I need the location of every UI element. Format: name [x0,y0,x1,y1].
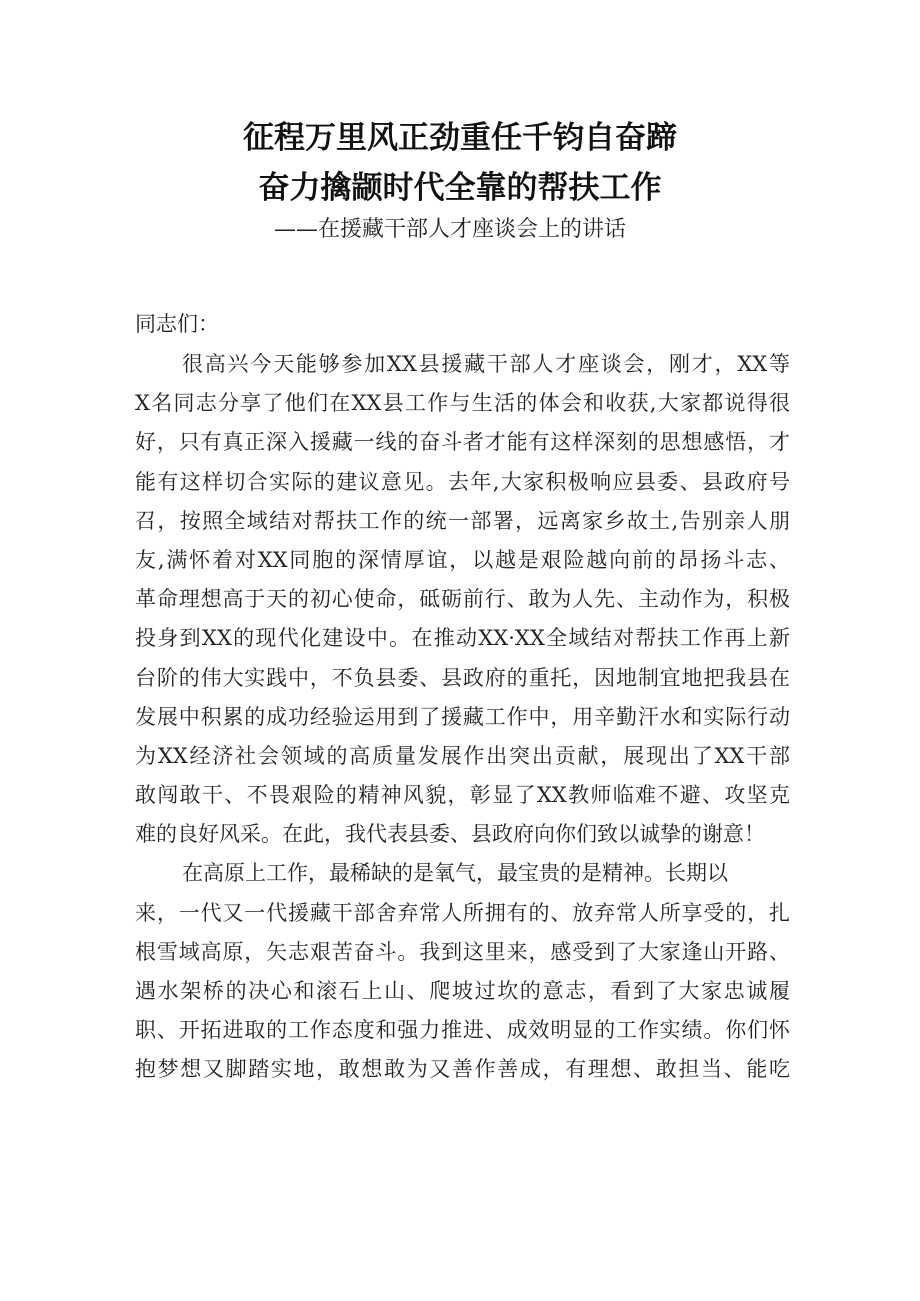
paragraph-1-line: 发展中积累的成功经验运用到了援藏工作中，用辛勤汗水和实际行动 [135,704,790,729]
document-body [135,345,790,1090]
paragraph-1-line: 革命理想高于天的初心使命，砥砺前行、敢为人先、主动作为，积极 [135,587,790,612]
paragraph-2-line: 抱梦想又脚踏实地，敢想敢为又善作善成，有理想、敢担当、能吃 [135,1057,790,1082]
paragraph-2-line: 遇水架桥的决心和滚石上山、爬坡过坎的意志，看到了大家忠诚履 [135,979,790,1003]
paragraph-2-line: 职、开拓进取的工作态度和强力推进、成效明显的工作实绩。你们怀 [135,1018,790,1043]
paragraph-1-line: 好，只有真正深入援藏一线的奋斗者才能有这样深刻的思想感悟，才 [135,430,790,455]
paragraph-2-line: 来，一代又一代援藏干部舍弃常人所拥有的、放弃常人所享受的，扎 [135,900,790,925]
paragraph-1-line: 投身到XX的现代化建设中。在推动XX·XX全域结对帮扶工作再上新 [135,626,790,651]
paragraph-1-line: 难的良好风采。在此，我代表县委、县政府向你们致以诚挚的谢意！ [135,822,765,847]
document-title-line-1: 征程万里风正劲重任千钧自奋蹄 [243,120,677,156]
paragraph-1-line: 友,满怀着对XX同胞的深情厚谊，以越是艰险越向前的昂扬斗志、 [135,547,790,572]
paragraph-1-line: 召，按照全域结对帮扶工作的统一部署，远离家乡故土,告别亲人朋 [135,508,790,533]
paragraph-2-line: 在高原上工作，最稀缺的是氧气，最宝贵的是精神。长期以 [182,861,728,886]
paragraph-1-line: 为XX经济社会领域的高质量发展作出突出贡献，展现出了XX干部 [135,743,790,768]
paragraph-1-line: 台阶的伟大实践中，不负县委、县政府的重托，因地制宜地把我县在 [135,665,790,690]
document-title-line-2: 奋力擒颛时代全靠的帮扶工作 [258,170,662,206]
paragraph-1-line: 敢闯敢干、不畏艰险的精神风貌，彰显了XX教师临难不避、攻坚克 [135,783,790,808]
paragraph-1-line: X名同志分享了他们在XX县工作与生活的体会和收获,大家都说得很 [135,391,790,416]
paragraph-2-line: 根雪域高原，矢志艰苦奋斗。我到这里来，感受到了大家逢山开路、 [135,939,790,964]
salutation: 同志们： [135,312,219,336]
document-subtitle: ——在援藏干部人才座谈会上的讲话 [274,217,627,242]
paragraph-1-line: 能有这样切合实际的建议意见。去年,大家积极响应县委、县政府号 [135,469,790,494]
paragraph-1-line: 很高兴今天能够参加XX县援藏干部人才座谈会，刚才，XX等 [182,352,790,376]
